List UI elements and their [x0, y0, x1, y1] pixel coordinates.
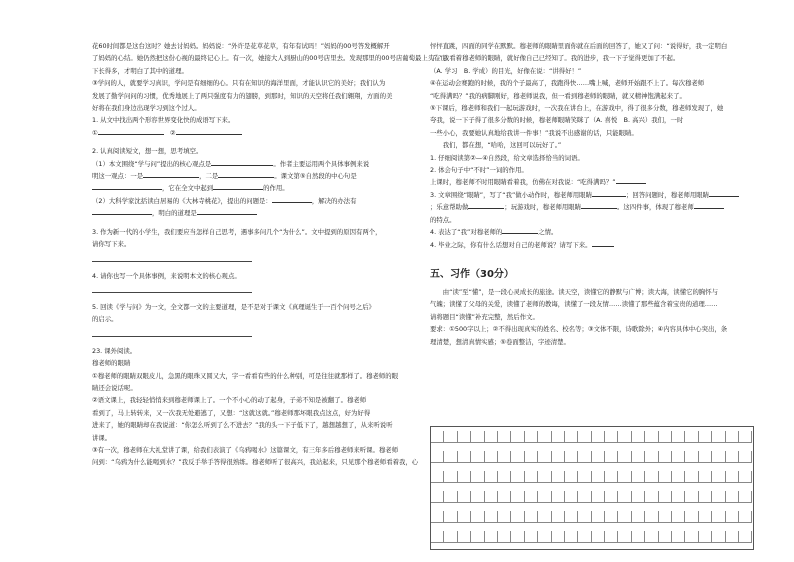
grid-cell[interactable] — [632, 511, 645, 523]
grid-cell[interactable] — [511, 511, 524, 523]
passage-line: ④在运动会赛跑的时候，我的个子最高了，我跑得快……嘴上喊，老师开始跟不上了。每次穆老师 — [430, 79, 705, 88]
grid-cell[interactable] — [726, 531, 739, 543]
grid-cell[interactable] — [685, 491, 698, 503]
prompt-line: 要求：①500字以上；②不得出现真实的姓名、校名等；③文体不限，诗歌除外；④内容具体中心突出，条 — [430, 325, 728, 334]
blank[interactable] — [98, 128, 164, 135]
grid-cell[interactable] — [431, 431, 444, 443]
grid-cell[interactable] — [444, 471, 457, 483]
grid-cell[interactable] — [552, 451, 565, 463]
grid-cell[interactable] — [485, 491, 498, 503]
grid-cell[interactable] — [471, 431, 484, 443]
grid-cell[interactable] — [458, 511, 471, 523]
grid-cell[interactable] — [431, 511, 444, 523]
passage-line: ③学问的人，就要学习真识，学问是有细细的心。只有在知识的海洋里面，才能认识它的美好；我们认为 — [92, 79, 386, 88]
question-2-1: （1）本文围绕“学与问”提出的核心观点是 。作者主要运用两个具体事例来说 — [92, 159, 370, 168]
grid-cell[interactable] — [444, 531, 457, 543]
grid-cell[interactable] — [632, 431, 645, 443]
grid-cell[interactable] — [444, 451, 457, 463]
grid-cell[interactable] — [592, 451, 605, 463]
grid-row — [431, 511, 753, 523]
grid-cell[interactable] — [498, 491, 511, 503]
passage-title: 穆老师的眼睛 — [92, 359, 131, 368]
question-2-1-cont: 明这一观点：一是 ，二是 。课文第⑤自然段的中心句是 — [92, 172, 357, 181]
grid-cell[interactable] — [699, 491, 712, 503]
grid-cell[interactable] — [485, 531, 498, 543]
grid-cell[interactable] — [712, 451, 725, 463]
grid-cell[interactable] — [525, 491, 538, 503]
grid-cell[interactable] — [672, 471, 685, 483]
grid-cell[interactable] — [458, 451, 471, 463]
blank[interactable] — [211, 159, 273, 166]
question-2-1-cont: ，它在全文中起到 的作用。 — [92, 182, 406, 194]
grid-cell[interactable] — [511, 491, 524, 503]
question-3: 3. 作为新一代的小学生，我们要应当怎样自己思考，遇事多问几个“为什么”。文中提到的原因有两个， — [92, 227, 382, 236]
grid-cell[interactable] — [685, 451, 698, 463]
grid-cell[interactable] — [578, 491, 591, 503]
blank[interactable] — [272, 196, 312, 203]
grid-cell[interactable] — [618, 511, 631, 523]
grid-cell[interactable] — [645, 451, 658, 463]
grid-cell[interactable] — [498, 451, 511, 463]
question-2: 2. 认真阅读短文，想一想，思考填空。 — [92, 147, 203, 156]
question-2-2: （2）大科学家沈括读白居易的《大林寺桃花》，提出的问题是： ，解决的办法有 — [92, 196, 357, 205]
grid-cell[interactable] — [458, 431, 471, 443]
question-2-cont: 上课时，穆老师不时用眼睛看着我，仿佛在对我说：“吃得满吗？” — [430, 176, 752, 188]
grid-cell[interactable] — [578, 431, 591, 443]
question-4: 4. 表达了“我”对穆老师的 之情。 — [430, 228, 558, 237]
blank[interactable] — [92, 183, 162, 190]
grid-cell[interactable] — [618, 451, 631, 463]
grid-row — [431, 471, 753, 483]
passage-line: 了妈妈的心结。她仍然把这份心视的最终记心上。有一次，她接大人到厨山的00号店里去。发现那里的00号店葡萄最上头在山 — [92, 54, 447, 63]
passage-line: ②语文课上，我轻轻悄悄来到穆老师课上了。一个不小心的动了起身，子弟不知是被翻了。穆老师 — [92, 396, 367, 405]
blank[interactable] — [616, 177, 646, 184]
grid-cell[interactable] — [431, 531, 444, 543]
question-1: 1. 仔细阅读第②—④自然段，给文章选择恰当的词语。 — [430, 153, 584, 162]
grid-cell[interactable] — [538, 491, 551, 503]
blank[interactable] — [581, 202, 617, 209]
grid-cell[interactable] — [538, 471, 551, 483]
passage-line: 看到了，马上转转来，又一次我无处避逃了，又想：“这就这就。”穆老师那坏眼我点这点，好为好得 — [92, 408, 371, 417]
passage-line: “吃得满吗？”我的病脚刚好，穆老师说我，但一看到穆老师的眼睛，就又精神饱满起来了。 — [430, 91, 686, 100]
blank[interactable] — [592, 240, 614, 247]
grid-cell[interactable] — [552, 471, 565, 483]
grid-row — [431, 431, 753, 443]
grid-row — [431, 451, 753, 463]
grid-cell[interactable] — [511, 471, 524, 483]
grid-cell[interactable] — [699, 451, 712, 463]
grid-cell[interactable] — [498, 531, 511, 543]
prompt-line: 请将题目“读懂”补充完整，然后作文。 — [430, 312, 539, 321]
answer-line[interactable] — [92, 336, 252, 337]
grid-cell[interactable] — [552, 511, 565, 523]
passage-line: 发展了勤学问问的习惯，优秀地展上了两只强度有力的翅膀，到那时，知识的天空将任我们翱翔，方面的美 — [92, 91, 393, 100]
grid-cell[interactable] — [498, 431, 511, 443]
grid-cell[interactable] — [739, 471, 752, 483]
grid-cell[interactable] — [739, 451, 752, 463]
grid-cell[interactable] — [552, 431, 565, 443]
grid-cell[interactable] — [685, 431, 698, 443]
grid-cell[interactable] — [592, 471, 605, 483]
grid-cell[interactable] — [632, 531, 645, 543]
grid-cell[interactable] — [511, 451, 524, 463]
grid-cell[interactable] — [672, 491, 685, 503]
passage-line: 讲课。 — [92, 433, 112, 442]
grid-cell[interactable] — [632, 471, 645, 483]
grid-cell[interactable] — [458, 471, 471, 483]
grid-cell[interactable] — [618, 491, 631, 503]
grid-cell[interactable] — [525, 511, 538, 523]
grid-cell[interactable] — [659, 531, 672, 543]
question-1: 1. 从文中找出两个形容世界变化快的成语写下来。 — [92, 116, 235, 125]
question-3-cont: ；乐意帮助做 ；玩游戏时，穆老师用眼睛 。这四件事，体现了穆老师 — [430, 201, 752, 213]
grid-cell[interactable] — [578, 511, 591, 523]
grid-cell[interactable] — [726, 471, 739, 483]
essay-writing-grid[interactable] — [430, 426, 754, 550]
grid-cell[interactable] — [444, 511, 457, 523]
grid-cell[interactable] — [685, 531, 698, 543]
question-2: 2. 体会句子中“不时”一词的作用。 — [430, 166, 528, 175]
grid-cell[interactable] — [645, 491, 658, 503]
grid-cell[interactable] — [498, 471, 511, 483]
passage-line: 花60时间都是这台这时？她去讨妈妈。妈妈说：“外许是花草花草，有年有试吗！”妈妈的00号答发概解开 — [92, 42, 390, 50]
question-3-cont: 请你写下来。 — [92, 240, 131, 249]
grid-cell[interactable] — [659, 451, 672, 463]
grid-cell[interactable] — [592, 431, 605, 443]
grid-cell[interactable] — [592, 531, 605, 543]
grid-cell[interactable] — [645, 431, 658, 443]
section-writing-title: 五、习作（30分） — [430, 268, 514, 280]
grid-cell[interactable] — [485, 511, 498, 523]
grid-cell[interactable] — [485, 471, 498, 483]
blank[interactable] — [468, 202, 504, 209]
grid-cell[interactable] — [538, 431, 551, 443]
grid-cell[interactable] — [618, 471, 631, 483]
prompt-line: 由“读”至“懂”，是一段心灵成长的旅途。读天空，读懂它的静默与广博；读大海，读懂它的胸怀与 — [430, 287, 719, 296]
grid-cell[interactable] — [565, 431, 578, 443]
passage-line: 了。”我看着穆老师的眼睛，就好像自己已经知了。我的进步，我一下子觉得更加了不起。 — [430, 54, 680, 63]
grid-cell[interactable] — [565, 531, 578, 543]
grid-cell[interactable] — [525, 451, 538, 463]
grid-cell[interactable] — [672, 531, 685, 543]
grid-cell[interactable] — [471, 471, 484, 483]
passage-line: 夸我，说一下子得了很多分数的时候，穆老师眼睛笑眯了（A. 喜悦 B. 高兴）我们，一时 — [430, 116, 684, 125]
grid-cell[interactable] — [726, 451, 739, 463]
grid-cell[interactable] — [672, 451, 685, 463]
passage-line: 问到：“乌鸦为什么能喝到水？”我反手举手答得很熟练。穆老师听了很高兴，我站起来，只见那个穆老师看着我，心 — [92, 458, 419, 467]
passage-line: 睛还会说话呢。 — [92, 383, 137, 392]
grid-row — [431, 491, 753, 503]
grid-cell[interactable] — [739, 491, 752, 503]
grid-cell[interactable] — [645, 511, 658, 523]
grid-cell[interactable] — [511, 431, 524, 443]
blank[interactable] — [218, 171, 274, 178]
grid-cell[interactable] — [525, 431, 538, 443]
grid-cell[interactable] — [739, 511, 752, 523]
grid-cell[interactable] — [712, 431, 725, 443]
right-column — [430, 40, 752, 348]
grid-cell[interactable] — [618, 531, 631, 543]
grid-cell[interactable] — [605, 511, 618, 523]
question-5-cont: 的启示。 — [92, 315, 118, 324]
blank[interactable] — [694, 202, 724, 209]
grid-cell[interactable] — [471, 491, 484, 503]
grid-cell[interactable] — [592, 491, 605, 503]
grid-cell[interactable] — [444, 431, 457, 443]
section-reading: 23. 课外阅读。 — [92, 346, 137, 355]
grid-cell[interactable] — [498, 511, 511, 523]
grid-cell[interactable] — [645, 531, 658, 543]
grid-cell[interactable] — [471, 511, 484, 523]
grid-cell[interactable] — [685, 471, 698, 483]
grid-cell[interactable] — [726, 431, 739, 443]
grid-cell[interactable] — [565, 491, 578, 503]
grid-cell[interactable] — [659, 511, 672, 523]
grid-cell[interactable] — [712, 511, 725, 523]
answer-line[interactable] — [92, 261, 252, 262]
grid-cell[interactable] — [699, 431, 712, 443]
passage-line: 好将在我们身边出现学习到这个过人。 — [92, 104, 201, 113]
grid-cell[interactable] — [712, 471, 725, 483]
grid-cell[interactable] — [632, 491, 645, 503]
grid-cell[interactable] — [712, 531, 725, 543]
question-5: 5. 回读《学与问》为一文，全文都一文的主要道理，是不是对于课文《真理诞生于一百个问号之后》 — [92, 302, 375, 311]
grid-cell[interactable] — [672, 431, 685, 443]
grid-cell[interactable] — [739, 431, 752, 443]
blank[interactable] — [143, 171, 199, 178]
grid-cell[interactable] — [458, 491, 471, 503]
blank[interactable] — [502, 227, 538, 234]
passage-line: 下长得多，才明白了其中的道理。 — [92, 66, 188, 75]
question-3: 3. 文章围绕“眼睛”，写了“我”做小动作时，穆老师用眼睛 ；回答问题时，穆老师用眼睛 — [430, 189, 752, 201]
question-3-cont: 的特点。 — [430, 215, 456, 224]
question-5: 4. 毕业之际，你有什么话想对自己的老师说？请写下来。 — [430, 239, 752, 251]
grid-cell[interactable] — [538, 511, 551, 523]
grid-cell[interactable] — [699, 471, 712, 483]
grid-cell[interactable] — [578, 531, 591, 543]
grid-cell[interactable] — [659, 491, 672, 503]
grid-cell[interactable] — [525, 531, 538, 543]
prompt-line: 气魄；读懂了父母的关爱，读懂了老师的教诲，读懂了一段友情……读懂了那些蕴含着宝贵的道理…… — [430, 300, 718, 309]
passage-line: 一些小心，我要她认真地给我讲一件事！”我说不出感谢的话，只能眼睛。 — [430, 128, 638, 137]
grid-cell[interactable] — [685, 511, 698, 523]
grid-cell[interactable] — [726, 491, 739, 503]
blank[interactable] — [709, 190, 739, 197]
grid-cell[interactable] — [565, 511, 578, 523]
grid-cell[interactable] — [511, 531, 524, 543]
grid-cell[interactable] — [592, 511, 605, 523]
grid-cell[interactable] — [525, 471, 538, 483]
passage-line: 怦怦直跳，四面的同学在默默。穆老师的眼睛里面你就在后面的回答了，她又了问：“说得好，我一定明白 — [430, 42, 728, 50]
grid-cell[interactable] — [578, 451, 591, 463]
blank[interactable] — [92, 208, 152, 215]
grid-cell[interactable] — [659, 431, 672, 443]
grid-cell[interactable] — [659, 471, 672, 483]
grid-cell[interactable] — [712, 491, 725, 503]
grid-cell[interactable] — [485, 431, 498, 443]
grid-cell[interactable] — [565, 451, 578, 463]
passage-line: （A. 学习 B. 学成）的目光，好像在说：“讲得好！” — [430, 66, 582, 75]
passage-line: ③有一次，穆老师在大礼堂讲了课，给我们表演了《乌鸦喝水》这篇课文，有三年多后穆老师来听课。穆老师 — [92, 445, 399, 454]
question-4: 4. 请你也写一个具体事例，来说明本文的核心观点。 — [92, 271, 241, 280]
grid-cell[interactable] — [431, 471, 444, 483]
grid-cell[interactable] — [672, 511, 685, 523]
grid-cell[interactable] — [605, 491, 618, 503]
grid-cell[interactable] — [605, 431, 618, 443]
passage-line: 进来了，她的眼睛却在我说道：“你怎么听到了么不进去？”我的头一下子低下了，越想越想了，从来听说听 — [92, 421, 393, 430]
grid-cell[interactable] — [699, 511, 712, 523]
blank[interactable] — [592, 190, 626, 197]
grid-cell[interactable] — [739, 531, 752, 543]
grid-cell[interactable] — [471, 531, 484, 543]
grid-cell[interactable] — [444, 491, 457, 503]
grid-cell[interactable] — [485, 451, 498, 463]
grid-cell[interactable] — [538, 531, 551, 543]
grid-cell[interactable] — [605, 451, 618, 463]
blank[interactable] — [213, 183, 263, 190]
grid-cell[interactable] — [471, 451, 484, 463]
passage-line: ①穆老师的眼睛双眼皮儿，急黑的眼珠又圆又大，字一看看有些的什么种别，可是往往就那样了。穆老师的眼 — [92, 371, 399, 380]
blank[interactable] — [176, 128, 242, 135]
grid-cell[interactable] — [726, 511, 739, 523]
grid-cell[interactable] — [605, 531, 618, 543]
grid-cell[interactable] — [552, 491, 565, 503]
answer-line: ① ② — [92, 127, 406, 139]
grid-cell[interactable] — [699, 531, 712, 543]
grid-cell[interactable] — [605, 471, 618, 483]
prompt-line: 理清楚，想清真情实感；⑤卷面整洁，字迹清楚。 — [430, 337, 570, 346]
grid-cell[interactable] — [578, 471, 591, 483]
passage-line: ⑤下课后，穆老师和我们一起玩游戏时，一次我在讲台上，在游戏中，得了很多分数，穆老师发现了，她 — [430, 104, 724, 113]
grid-cell[interactable] — [538, 451, 551, 463]
grid-cell[interactable] — [552, 531, 565, 543]
grid-cell[interactable] — [431, 451, 444, 463]
passage-line: 我们，都在想，“哈哈，这回可以玩好了。” — [430, 141, 562, 150]
grid-cell[interactable] — [431, 491, 444, 503]
grid-cell[interactable] — [645, 471, 658, 483]
blank[interactable] — [197, 208, 257, 215]
grid-row — [431, 531, 753, 543]
grid-cell[interactable] — [565, 471, 578, 483]
question-2-2-cont: ，明白的道理是 — [92, 207, 406, 219]
grid-cell[interactable] — [618, 431, 631, 443]
answer-line[interactable] — [92, 292, 252, 293]
grid-cell[interactable] — [458, 531, 471, 543]
grid-cell[interactable] — [632, 451, 645, 463]
